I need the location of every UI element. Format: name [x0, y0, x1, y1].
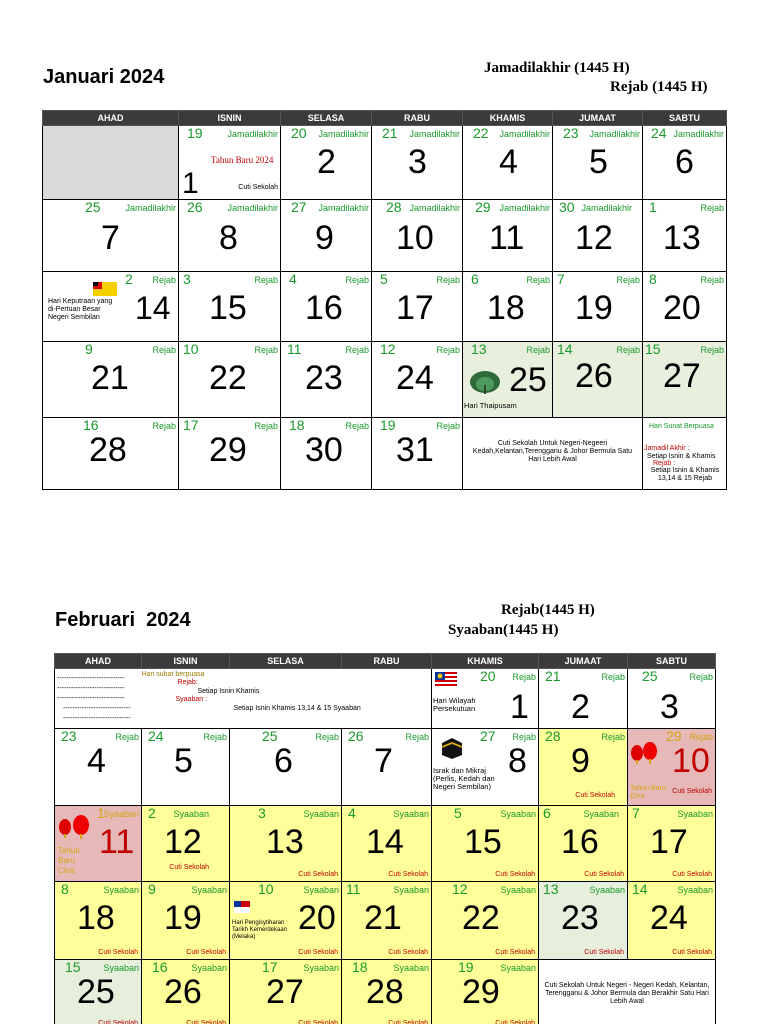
day-cell[interactable]: 17 Syaaban 27 Cuti Sekolah: [230, 960, 342, 1024]
day-header: RABU: [372, 111, 463, 126]
day-cell[interactable]: 23 Rejab 4: [55, 729, 142, 806]
day-cell[interactable]: 3 Rejab 15: [179, 272, 281, 342]
empty-cell: [43, 126, 179, 200]
day-cell[interactable]: 25 Rejab 3: [628, 669, 716, 729]
january-weekday-header: [43, 111, 727, 126]
day-cell[interactable]: 30 Jamadilakhir 12: [553, 200, 643, 272]
day-cell[interactable]: 21 Jamadilakhir 3: [372, 126, 463, 200]
day-cell[interactable]: 8 Syaaban 18 Cuti Sekolah: [55, 882, 142, 960]
day-cell[interactable]: 4 Syaaban 14 Cuti Sekolah: [342, 806, 432, 882]
day-cell[interactable]: 22 Jamadilakhir 4: [463, 126, 553, 200]
kaaba-icon: [440, 735, 464, 759]
day-cell[interactable]: 14 Syaaban 24 Cuti Sekolah: [628, 882, 716, 960]
day-header: RABU: [342, 654, 432, 669]
day-cell[interactable]: 10 Syaaban Hari Pengisytiharan Tarikh Kemerdekaan (Melaka) 20 Cuti Sekolah: [230, 882, 342, 960]
day-cell[interactable]: 13 Syaaban 23 Cuti Sekolah: [539, 882, 628, 960]
day-header: JUMAAT: [553, 111, 643, 126]
school-holiday-note: Cuti Sekolah Untuk Negeri - Negeri Kedah, Kelantan, Terengganu & Johor Bermula dan Berakhir Satu Hari Lebih Awal: [539, 960, 716, 1024]
day-cell[interactable]: 26 Jamadilakhir 8: [179, 200, 281, 272]
day-cell[interactable]: 19 Syaaban 29 Cuti Sekolah: [432, 960, 539, 1024]
february-hijri-1: Rejab(1445 H): [501, 602, 595, 618]
january-calendar: [42, 110, 727, 490]
day-header: SABTU: [628, 654, 716, 669]
day-cell[interactable]: 28 Jamadilakhir 10: [372, 200, 463, 272]
day-cell[interactable]: 18 Rejab 30: [281, 418, 372, 490]
day-cell[interactable]: 11 Syaaban 21 Cuti Sekolah: [342, 882, 432, 960]
day-header: KHAMIS: [463, 111, 553, 126]
day-cell[interactable]: 25 Jamadilakhir 7: [43, 200, 179, 272]
day-cell[interactable]: 24 Jamadilakhir 6: [643, 126, 727, 200]
day-header: ISNIN: [142, 654, 230, 669]
february-weekday-header: [55, 654, 716, 669]
day-cell[interactable]: 1 Rejab 13: [643, 200, 727, 272]
day-header: SELASA: [281, 111, 372, 126]
lantern-icon: [630, 741, 664, 765]
day-cell[interactable]: 20 Jamadilakhir 2: [281, 126, 372, 200]
day-cell[interactable]: 4 Rejab 16: [281, 272, 372, 342]
day-cell[interactable]: 29 Rejab 10 Tahun Baru Cina Cuti Sekolah: [628, 729, 716, 806]
holiday-label: Hari Keputraan yang di-Pertuan Besar Negeri Sembilan: [48, 298, 113, 321]
day-cell[interactable]: 28 Rejab 9 Cuti Sekolah: [539, 729, 628, 806]
day-cell[interactable]: 18 Syaaban 28 Cuti Sekolah: [342, 960, 432, 1024]
day-header: KHAMIS: [432, 654, 539, 669]
day-cell[interactable]: 27 Rejab Israk dan Mikraj (Perlis, Kedah dan Negeri Sembilan) 8: [432, 729, 539, 806]
fasting-note: Hari Sunat Berpuasa Jamadil Akhir : Setiap Isnin & Khamis Rejab : Setiap Isnin & Khamis 13,14 & 15 Rejab: [643, 418, 727, 490]
holiday-label: Tahun Baru 2024: [211, 155, 274, 165]
day-header: ISNIN: [179, 111, 281, 126]
day-header: AHAD: [43, 111, 179, 126]
day-cell[interactable]: 2 Rejab Hari Keputraan yang di-Pertuan Besar Negeri Sembilan 14: [43, 272, 179, 342]
flag-icon: [93, 282, 117, 296]
lantern-icon: [57, 814, 97, 840]
day-cell[interactable]: 16 Syaaban 26 Cuti Sekolah: [142, 960, 230, 1024]
day-cell[interactable]: 13 Rejab 25 Hari Thaipusam: [463, 342, 553, 418]
day-cell[interactable]: 15 Syaaban 25 Cuti Sekolah: [55, 960, 142, 1024]
january-hijri-1: Jamadilakhir (1445 H): [484, 60, 630, 76]
day-cell[interactable]: 21 Rejab 2: [539, 669, 628, 729]
day-cell[interactable]: 2 Syaaban 12 Cuti Sekolah: [142, 806, 230, 882]
day-cell[interactable]: 24 Rejab 5: [142, 729, 230, 806]
day-cell[interactable]: 26 Rejab 7: [342, 729, 432, 806]
day-cell[interactable]: 14 Rejab 26: [553, 342, 643, 418]
day-cell[interactable]: 3 Syaaban 13 Cuti Sekolah: [230, 806, 342, 882]
day-cell[interactable]: 29 Jamadilakhir 11: [463, 200, 553, 272]
day-cell[interactable]: 5 Syaaban 15 Cuti Sekolah: [432, 806, 539, 882]
january-title: Januari 2024: [43, 66, 165, 88]
day-cell[interactable]: 25 Rejab 6: [230, 729, 342, 806]
day-header: SELASA: [230, 654, 342, 669]
day-cell[interactable]: 9 Rejab 21: [43, 342, 179, 418]
day-header: AHAD: [55, 654, 142, 669]
day-header: JUMAAT: [539, 654, 628, 669]
february-title: Februari 2024: [55, 609, 191, 631]
malaysia-flag-icon: [435, 672, 457, 686]
day-cell[interactable]: 12 Rejab 24: [372, 342, 463, 418]
day-cell[interactable]: 7 Rejab 19: [553, 272, 643, 342]
day-cell[interactable]: 5 Rejab 17: [372, 272, 463, 342]
day-cell[interactable]: 19 Rejab 31: [372, 418, 463, 490]
day-cell[interactable]: 20 Rejab Hari Wilayah Persekutuan 1: [432, 669, 539, 729]
peacock-icon: [469, 368, 501, 394]
day-cell[interactable]: 6 Syaaban 16 Cuti Sekolah: [539, 806, 628, 882]
day-cell[interactable]: 12 Syaaban 22 Cuti Sekolah: [432, 882, 539, 960]
fasting-note-detail: Hari subat berpuasa Rejab: Setiap Isnin Khamis Syaaban : Setiap Isnin Khamis 13,14 & 15 Syaaban: [142, 669, 432, 729]
school-holiday-note: Cuti Sekolah Untuk Negeri-Negeeri Kedah,Kelantan,Terengganu & Johor Bermula Satu Hari Lebih Awal: [463, 418, 643, 490]
january-hijri-2: Rejab (1445 H): [610, 79, 708, 95]
day-cell[interactable]: 19 Jamadilakhir Tahun Baru 2024 1 Cuti Sekolah: [179, 126, 281, 200]
february-calendar: [54, 653, 716, 1024]
fasting-note: ----------------------------- ----------------------------- ----------------------------- ----------------------------- -----------------------------: [55, 669, 142, 729]
melaka-flag-icon: [234, 900, 250, 912]
day-cell[interactable]: 7 Syaaban 17 Cuti Sekolah: [628, 806, 716, 882]
day-cell[interactable]: 23 Jamadilakhir 5: [553, 126, 643, 200]
day-cell[interactable]: 11 Rejab 23: [281, 342, 372, 418]
february-hijri-2: Syaaban(1445 H): [448, 622, 559, 638]
day-cell[interactable]: 27 Jamadilakhir 9: [281, 200, 372, 272]
day-cell[interactable]: 17 Rejab 29: [179, 418, 281, 490]
day-cell[interactable]: 15 Rejab 27: [643, 342, 727, 418]
day-cell[interactable]: 1 Syaaban 11 Tahun Baru Cina: [55, 806, 142, 882]
day-cell[interactable]: 16 Rejab 28: [43, 418, 179, 490]
day-cell[interactable]: 10 Rejab 22: [179, 342, 281, 418]
day-header: SABTU: [643, 111, 727, 126]
day-cell[interactable]: 8 Rejab 20: [643, 272, 727, 342]
day-cell[interactable]: 9 Syaaban 19 Cuti Sekolah: [142, 882, 230, 960]
day-cell[interactable]: 6 Rejab 18: [463, 272, 553, 342]
